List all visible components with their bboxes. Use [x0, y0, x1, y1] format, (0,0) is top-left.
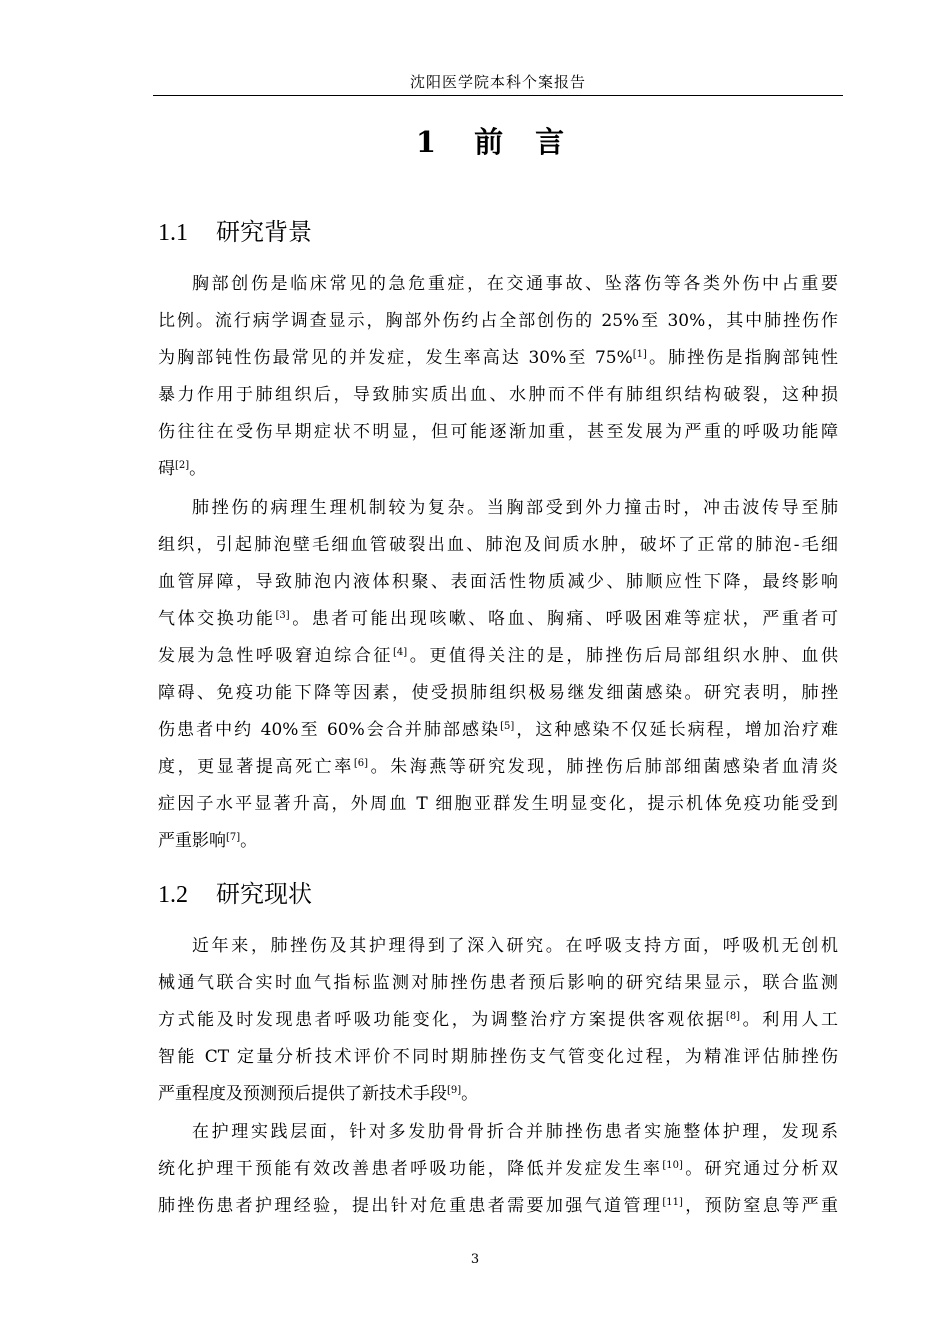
- running-header: 沈阳医学院本科个案报告: [409, 73, 586, 91]
- paragraph-line: 严重影响[7]。: [158, 831, 258, 851]
- chapter-number: 1: [415, 125, 437, 159]
- paragraph-2: [158, 490, 838, 860]
- paragraph-line: 症因子水平显著升高，外周血 T 细胞亚群发生明显变化，提示机体免疫功能受到: [158, 794, 838, 814]
- paragraph-line: 障碍、免疫功能下降等因素，使受损肺组织极易继发细菌感染。研究表明，肺挫: [158, 683, 838, 703]
- section-number: 1.1: [158, 220, 188, 246]
- paragraph-line: 血管屏障，导致肺泡内液体积聚、表面活性物质减少、肺顺应性下降，最终影响: [158, 572, 838, 592]
- chapter-title-char-2: 言: [535, 125, 565, 159]
- paragraph-line: 为胸部钝性伤最常见的并发症，发生率高达 30%至 75%[1]。肺挫伤是指胸部钝性: [158, 348, 838, 368]
- citation: [7]: [226, 832, 241, 843]
- paragraph-line: 肺挫伤患者护理经验，提出针对危重患者需要加强气道管理[11]，预防窒息等严重: [158, 1196, 839, 1216]
- citation: [10]: [662, 1160, 683, 1171]
- paragraph-line: 发展为急性呼吸窘迫综合征[4]。更值得关注的是，肺挫伤后局部组织水肿、血供: [158, 646, 839, 666]
- citation: [4]: [393, 647, 408, 658]
- paragraph-line: 度，更显著提高死亡率[6]。朱海燕等研究发现，肺挫伤后肺部细菌感染者血清炎: [158, 757, 839, 777]
- chapter-title-char-1: 前: [474, 125, 504, 159]
- paragraph-line: 伤往往在受伤早期症状不明显，但可能逐渐加重，甚至发展为严重的呼吸功能障: [158, 422, 838, 442]
- citation: [6]: [353, 758, 369, 769]
- paragraph-line: 械通气联合实时血气指标监测对肺挫伤患者预后影响的研究结果显示，联合监测: [158, 973, 838, 993]
- citation: [1]: [632, 349, 647, 360]
- paragraph-line: 气体交换功能[3]。患者可能出现咳嗽、咯血、胸痛、呼吸困难等症状，严重者可: [158, 609, 838, 629]
- paragraph-line: 肺挫伤的病理生理机制较为复杂。当胸部受到外力撞击时，冲击波传导至肺: [192, 498, 838, 518]
- page-number: 3: [470, 1252, 480, 1267]
- citation: [8]: [725, 1011, 741, 1022]
- paragraph-line: 严重程度及预测预后提供了新技术手段[9]。: [158, 1084, 479, 1104]
- paragraph-line: 暴力作用于肺组织后，导致肺实质出血、水肿而不伴有肺组织结构破裂，这种损: [158, 385, 838, 405]
- paragraph-line: 智能 CT 定量分析技术评价不同时期肺挫伤支气管变化过程，为精准评估肺挫伤: [158, 1047, 838, 1067]
- paragraph-line: 碍[2]。: [158, 459, 207, 479]
- citation: [11]: [662, 1197, 683, 1208]
- section-title: 研究现状: [216, 880, 312, 908]
- paragraph-line: 组织，引起肺泡壁毛细血管破裂出血、肺泡及间质水肿，破坏了正常的肺泡-毛细: [158, 535, 838, 555]
- section-number: 1.2: [158, 882, 188, 908]
- paragraph-line: 胸部创伤是临床常见的急危重症，在交通事故、坠落伤等各类外伤中占重要: [192, 274, 838, 294]
- citation: [5]: [500, 721, 515, 732]
- paragraph-line: 伤患者中约 40%至 60%会合并肺部感染[5]，这种感染不仅延长病程，增加治疗难: [158, 720, 838, 740]
- paragraph-3: [158, 928, 838, 1113]
- paragraph-line: 近年来，肺挫伤及其护理得到了深入研究。在呼吸支持方面，呼吸机无创机: [192, 936, 838, 956]
- paragraph-line: 在护理实践层面，针对多发肋骨骨折合并肺挫伤患者实施整体护理，发现系: [192, 1122, 838, 1142]
- chapter-title: [153, 120, 843, 164]
- header-rule: [153, 95, 843, 96]
- paragraph-line: 方式能及时发现患者呼吸功能变化，为调整治疗方案提供客观依据[8]。利用人工: [158, 1010, 839, 1030]
- citation: [2]: [175, 460, 190, 471]
- section-heading-1-1: [158, 214, 312, 251]
- paragraph-4: [158, 1114, 838, 1225]
- citation: [9]: [447, 1085, 462, 1096]
- paragraph-line: 比例。流行病学调查显示，胸部外伤约占全部创伤的 25%至 30%，其中肺挫伤作: [158, 311, 838, 331]
- citation: [3]: [275, 610, 290, 621]
- section-heading-1-2: [158, 876, 312, 913]
- paragraph-1: [158, 266, 838, 488]
- section-title: 研究背景: [216, 218, 312, 246]
- paragraph-line: 统化护理干预能有效改善患者呼吸功能，降低并发症发生率[10]。研究通过分析双: [158, 1159, 839, 1179]
